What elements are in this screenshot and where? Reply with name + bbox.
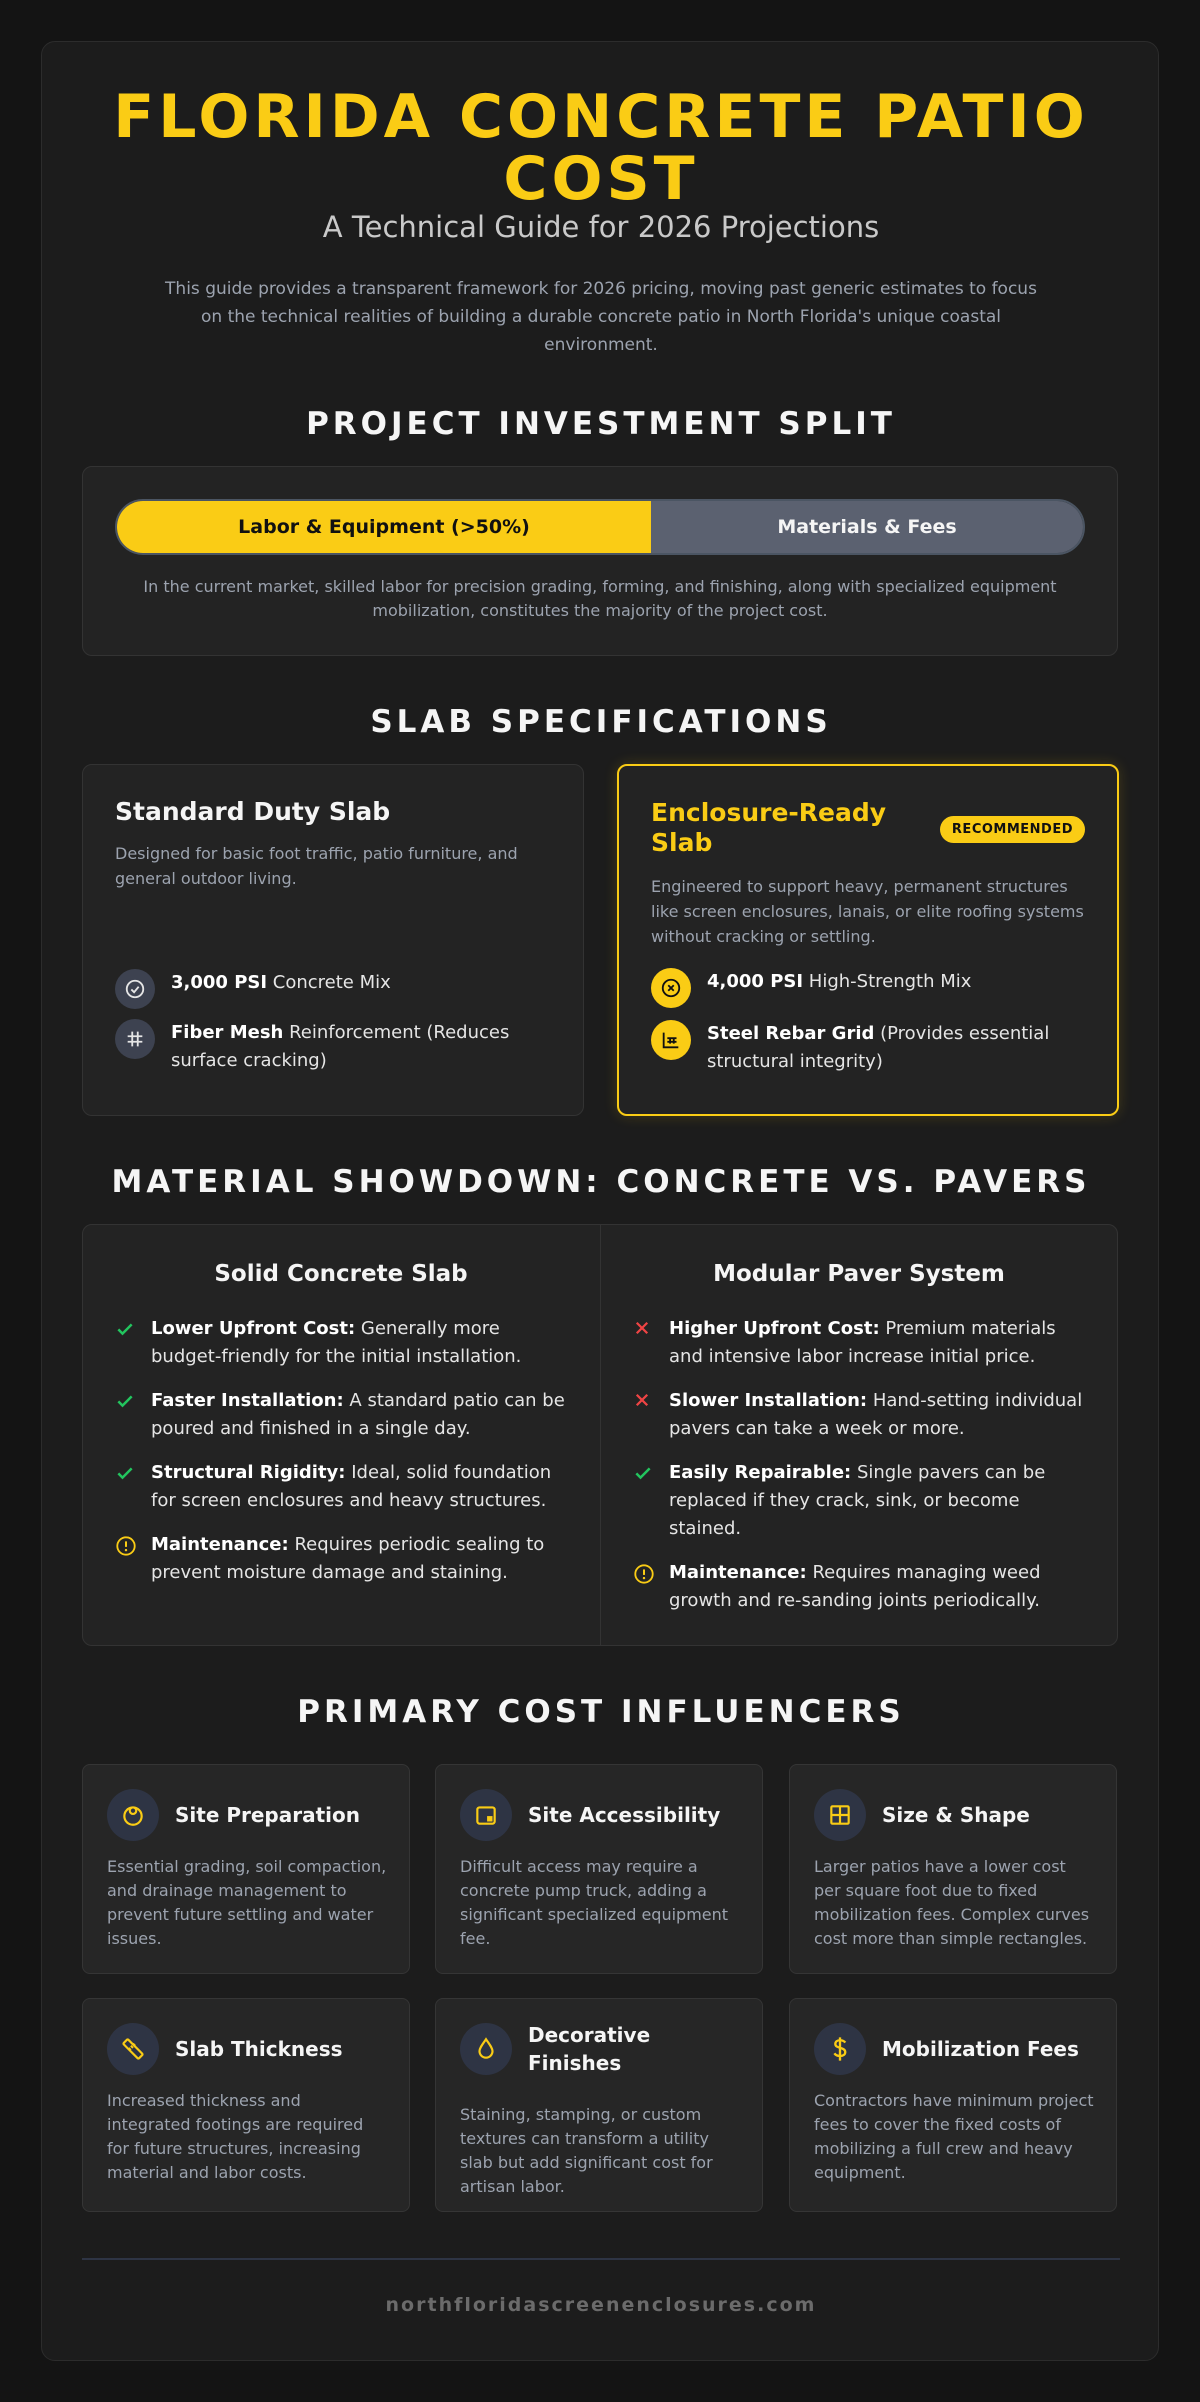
page-title-line-1: FLORIDA CONCRETE PATIO — [113, 82, 1089, 152]
mesh-grid-icon — [115, 1019, 155, 1059]
item-bold: Lower Upfront Cost: — [151, 1318, 356, 1339]
feature-text: (Provides essential structural integrity) — [707, 1023, 1050, 1072]
item-text: Premium materials and intensive labor increase initial price. — [669, 1318, 1056, 1367]
standard-slab-card — [82, 764, 584, 1116]
item-text: Single pavers can be replaced if they crack, sink, or become stained. — [669, 1462, 1046, 1539]
influencer-description: Larger patios have a lower cost per square foot due to fixed mobilization fees. Complex curves cost more than simple rectangles. — [814, 1857, 1090, 1948]
standard-feature-mesh — [115, 1019, 555, 1075]
feature-bold: 4,000 PSI — [707, 971, 804, 992]
item-text: Ideal, solid foundation for screen enclosures and heavy structures. — [151, 1462, 552, 1511]
showdown-item — [633, 1459, 1089, 1543]
strength-circle-icon — [651, 968, 691, 1008]
item-bold: Faster Installation: — [151, 1390, 344, 1411]
warning-icon — [633, 1559, 669, 1585]
item-text: Generally more budget-friendly for the initial installation. — [151, 1318, 522, 1367]
column-divider — [600, 1225, 601, 1646]
item-text: Requires periodic sealing to prevent moisture damage and staining. — [151, 1534, 545, 1583]
feature-bold: Fiber Mesh — [171, 1022, 284, 1043]
item-text: A standard patio can be poured and finished in a single day. — [151, 1390, 565, 1439]
influencer-title: Decorative Finishes — [528, 2023, 651, 2075]
showdown-item — [115, 1531, 571, 1587]
intro-paragraph: This guide provides a transparent framework for 2026 pricing, moving past generic estimates to focus on the technical realities of building a durable concrete patio in North Florida's unique coastal environment. — [165, 279, 1037, 355]
check-icon — [115, 1387, 151, 1411]
investment-split-bar — [115, 499, 1085, 555]
warning-icon — [115, 1531, 151, 1557]
showdown-item — [633, 1387, 1089, 1443]
influencer-description: Essential grading, soil compaction, and drainage management to prevent future settling and water issues. — [107, 1857, 387, 1948]
item-text: Requires managing weed growth and re-sanding joints periodically. — [669, 1562, 1041, 1611]
footer-divider — [82, 2258, 1120, 2260]
page-title-line-2: COST — [503, 144, 699, 214]
slab-heading: SLAB SPECIFICATIONS — [370, 704, 832, 740]
showdown-item — [115, 1459, 571, 1515]
item-bold: Maintenance: — [151, 1534, 289, 1555]
item-bold: Maintenance: — [669, 1562, 807, 1583]
feature-bold: 3,000 PSI — [171, 972, 268, 993]
influencer-title: Size & Shape — [882, 1803, 1030, 1827]
page-subtitle: A Technical Guide for 2026 Projections — [322, 210, 880, 244]
influencer-card — [435, 1998, 763, 2212]
influencer-card — [789, 1764, 1117, 1974]
feature-text: High-Strength Mix — [803, 971, 972, 992]
showdown-item — [633, 1559, 1089, 1615]
enclosure-slab-title: Enclosure-Ready Slab — [651, 798, 887, 857]
showdown-panel — [82, 1224, 1118, 1646]
influencer-description: Difficult access may require a concrete pump truck, adding a significant specialized equipment fee. — [460, 1857, 729, 1948]
influencer-card — [789, 1998, 1117, 2212]
materials-segment: Materials & Fees — [651, 501, 1083, 553]
influencer-title: Slab Thickness — [175, 2037, 343, 2061]
droplet-icon — [460, 2023, 512, 2075]
feature-text: Concrete Mix — [267, 972, 391, 993]
showdown-item — [115, 1315, 571, 1371]
enclosure-slab-card — [617, 764, 1119, 1116]
infographic-card — [41, 41, 1159, 2361]
investment-note: In the current market, skilled labor for precision grading, forming, and finishing, along with specialized equipment mobilization, constitutes the majority of the project cost. — [143, 577, 1057, 620]
standard-slab-description: Designed for basic foot traffic, patio furniture, and general outdoor living. — [115, 844, 518, 888]
feature-text: Reinforcement (Reduces surface cracking) — [171, 1022, 510, 1071]
enclosure-feature-rebar — [651, 1020, 1091, 1076]
influencer-title: Mobilization Fees — [882, 2037, 1079, 2061]
influencer-description: Staining, stamping, or custom textures can transform a utility slab but add significant cost for artisan labor. — [460, 2105, 713, 2196]
feature-bold: Steel Rebar Grid — [707, 1023, 875, 1044]
showdown-item — [633, 1315, 1089, 1371]
item-bold: Structural Rigidity: — [151, 1462, 346, 1483]
influencer-title: Site Accessibility — [528, 1803, 721, 1827]
influencer-card — [82, 1764, 410, 1974]
influencer-title: Site Preparation — [175, 1803, 360, 1827]
footer-site: northfloridascreenenclosures.com — [385, 2294, 817, 2316]
check-circle-icon — [115, 969, 155, 1009]
cross-icon — [633, 1387, 669, 1409]
showdown-heading: MATERIAL SHOWDOWN: CONCRETE VS. PAVERS — [111, 1164, 1091, 1200]
cross-icon — [633, 1315, 669, 1337]
standard-slab-title: Standard Duty Slab — [115, 797, 391, 826]
dollar-icon — [814, 2023, 866, 2075]
check-icon — [115, 1315, 151, 1339]
page-title — [42, 82, 1160, 214]
influencer-description: Increased thickness and integrated footings are required for future structures, increasing material and labor costs. — [107, 2091, 364, 2182]
labor-segment: Labor & Equipment (>50%) — [117, 501, 651, 553]
check-icon — [633, 1459, 669, 1483]
truck-access-icon — [460, 1789, 512, 1841]
enclosure-feature-psi — [651, 968, 971, 1008]
showdown-item — [115, 1387, 571, 1443]
pavers-column-title: Modular Paver System — [713, 1261, 1005, 1287]
item-bold: Easily Repairable: — [669, 1462, 852, 1483]
influencer-card — [435, 1764, 763, 1974]
item-text: Hand-setting individual pavers can take a week or more. — [669, 1390, 1083, 1439]
investment-heading: PROJECT INVESTMENT SPLIT — [306, 406, 896, 442]
influencer-card — [82, 1998, 410, 2212]
ruler-icon — [107, 2023, 159, 2075]
standard-feature-psi — [115, 969, 391, 1009]
item-bold: Slower Installation: — [669, 1390, 868, 1411]
rebar-grid-icon — [651, 1020, 691, 1060]
recommended-badge: RECOMMENDED — [940, 816, 1085, 843]
investment-panel — [82, 466, 1118, 656]
enclosure-slab-description: Engineered to support heavy, permanent structures like screen enclosures, lanais, or elite roofing systems without cracking or settling. — [651, 877, 1084, 946]
check-icon — [115, 1459, 151, 1483]
influencers-heading: PRIMARY COST INFLUENCERS — [297, 1694, 905, 1730]
influencer-description: Contractors have minimum project fees to cover the fixed costs of mobilizing a full crew and heavy equipment. — [814, 2091, 1094, 2182]
item-bold: Higher Upfront Cost: — [669, 1318, 880, 1339]
concrete-column-title: Solid Concrete Slab — [214, 1261, 468, 1287]
grid-shape-icon — [814, 1789, 866, 1841]
site-prep-icon — [107, 1789, 159, 1841]
